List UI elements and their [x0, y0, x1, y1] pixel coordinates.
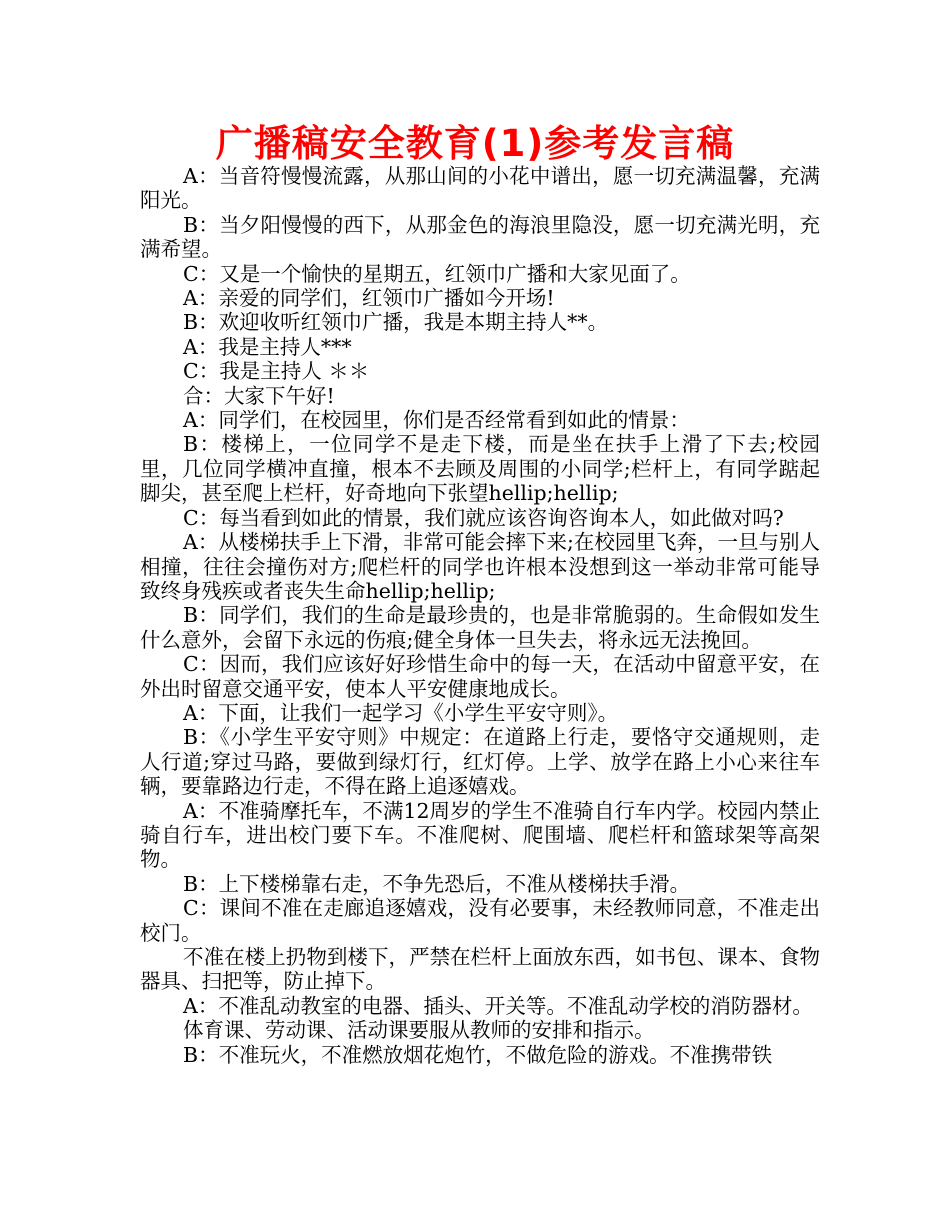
- paragraph: C：又是一个愉快的星期五，红领巾广播和大家见面了。: [183, 261, 691, 286]
- paragraph: 体育课、劳动课、活动课要服从教师的安排和指示。: [183, 1018, 655, 1043]
- paragraph: B：同学们，我们的生命是最珍贵的，也是非常脆弱的。生命假如发生什么意外，会留下永远的伤痕;健全身体一旦失去，将永远无法挽回。: [140, 603, 820, 652]
- paragraph: C：我是主持人 ＊＊: [183, 359, 370, 384]
- paragraph: B：《小学生平安守则》中规定：在道路上行走，要恪守交通规则，走人行道;穿过马路，要做到绿灯行，红灯停。上学、放学在路上小心来往车辆，要靠路边行走，不得在路上追逐嬉戏。: [140, 725, 820, 799]
- paragraph: B：楼梯上，一位同学不是走下楼，而是坐在扶手上滑了下去;校园里，几位同学横冲直撞，根本不去顾及周围的小同学;栏杆上，有同学踮起脚尖，甚至爬上栏杆，好奇地向下张望hellip;hellip;: [140, 432, 820, 506]
- paragraph: C：课间不准在走廊追逐嬉戏，没有必要事，未经教师同意，不准走出校门。: [140, 896, 820, 945]
- paragraph: C：每当看到如此的情景，我们就应该咨询咨询本人，如此做对吗?: [183, 505, 784, 530]
- paragraph: A：从楼梯扶手上下滑，非常可能会摔下来;在校园里飞奔，一旦与别人相撞，往往会撞伤对方;爬栏杆的同学也许根本没想到这一举动非常可能导致终身残疾或者丧失生命hellip;hellip;: [140, 530, 820, 603]
- paragraph: A：不准骑摩托车，不满12周岁的学生不准骑自行车内学。校园内禁止骑自行车，进出校门要下车。不准爬树、爬围墙、爬栏杆和篮球架等高架物。: [140, 798, 820, 872]
- paragraph: A：下面，让我们一起学习《小学生平安守则》。: [183, 700, 619, 725]
- paragraph: B：欢迎收听红领巾广播，我是本期主持人**。: [183, 310, 609, 335]
- document-title: 广播稿安全教育(1)参考发言稿: [215, 122, 735, 165]
- paragraph: 不准在楼上扔物到楼下，严禁在栏杆上面放东西，如书包、课本、食物器具、扫把等，防止掉下。: [140, 945, 820, 994]
- paragraph: B：当夕阳慢慢的西下，从那金色的海浪里隐没，愿一切充满光明，充满希望。: [140, 212, 820, 262]
- paragraph: C：因而，我们应该好好珍惜生命中的每一天，在活动中留意平安，在外出时留意交通平安，使本人平安健康地成长。: [140, 652, 820, 701]
- paragraph: A：亲爱的同学们，红领巾广播如今开场!: [183, 286, 555, 311]
- paragraph: B：上下楼梯靠右走，不争先恐后，不准从楼梯扶手滑。: [183, 871, 691, 896]
- paragraph: B：不准玩火，不准燃放烟花炮竹，不做危险的游戏。不准携带铁: [183, 1042, 773, 1067]
- paragraph: A：不准乱动教室的电器、插头、开关等。不准乱动学校的消防器材。: [183, 993, 813, 1018]
- paragraph: 合：大家下午好!: [183, 383, 335, 408]
- paragraph: A：我是主持人***: [183, 334, 352, 359]
- paragraph: A：同学们，在校园里，你们是否经常看到如此的情景：: [183, 408, 690, 433]
- paragraph: A：当音符慢慢流露，从那山间的小花中谱出，愿一切充满温馨，充满阳光。: [140, 164, 820, 213]
- document-body: [140, 164, 820, 1067]
